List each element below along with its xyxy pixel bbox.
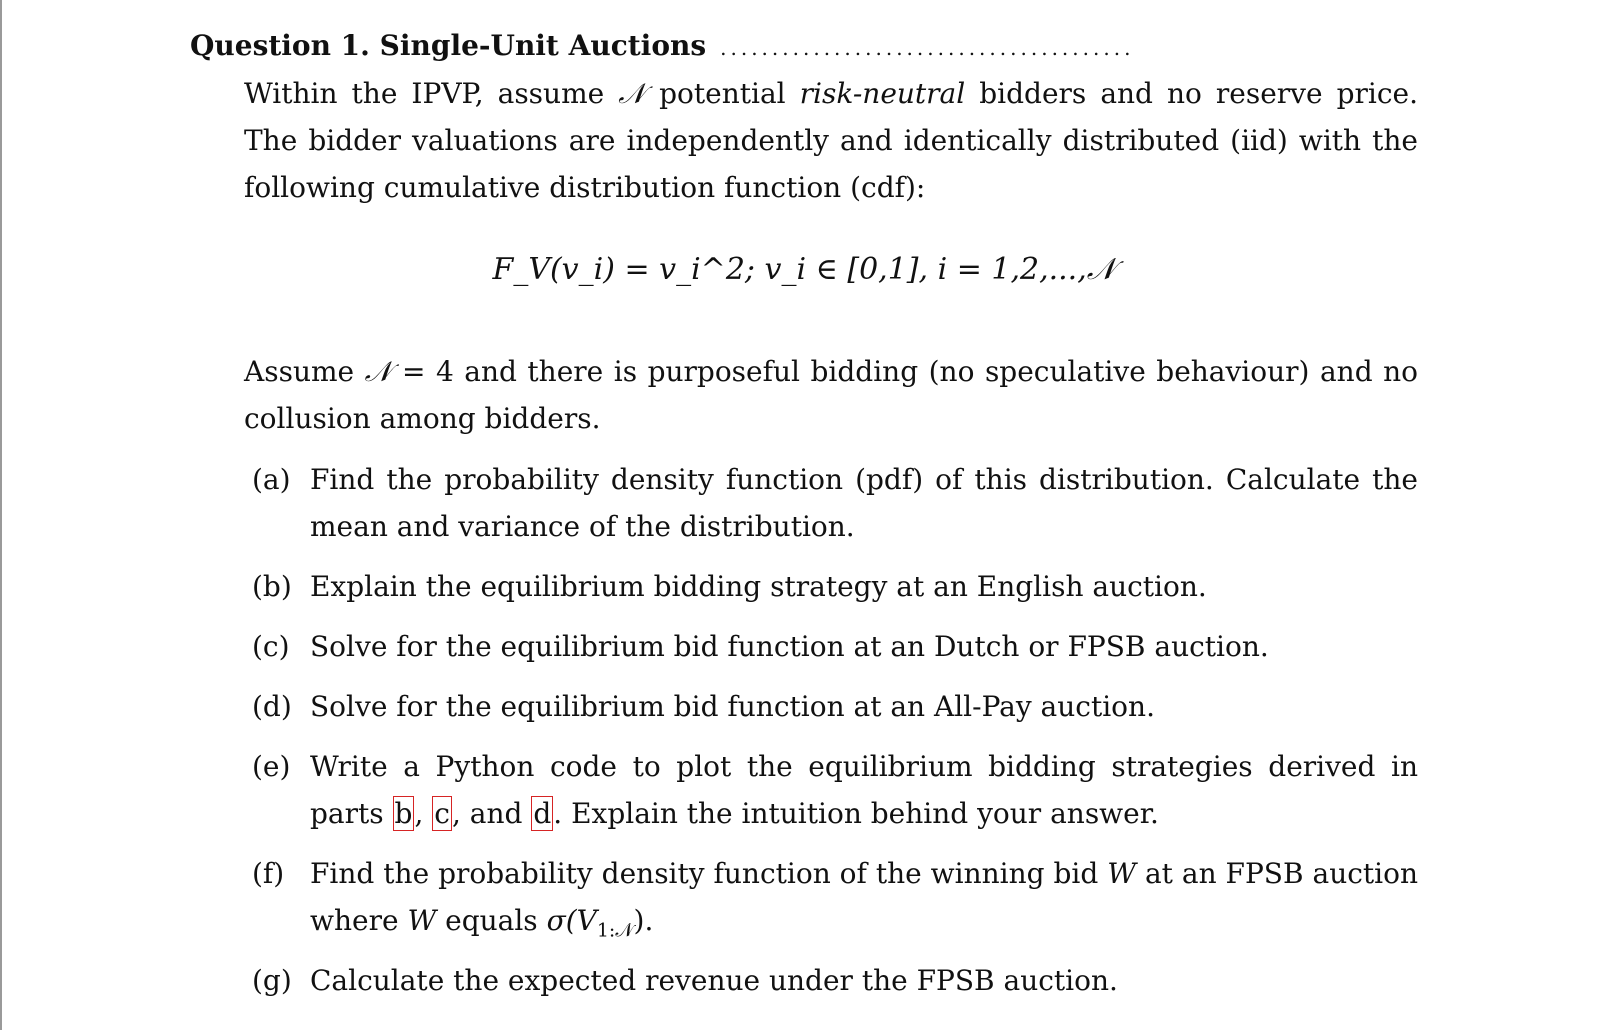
part-text (310, 850, 1418, 955)
intro-text-3: bidders and no reserve price. The bidder valuations are independently and identically distributed (iid) with the following cumulative distribution function (cdf): (244, 77, 1419, 204)
part-b (252, 563, 1418, 610)
part-f-text-1: Find the probability density function of the winning bid (310, 857, 1099, 890)
n-symbol: 𝒩 (364, 355, 392, 388)
intro-text-1: Within the IPVP, assume (244, 77, 605, 110)
part-d (252, 683, 1418, 730)
part-text: Solve for the equilibrium bid function at an All-Pay auction. (310, 690, 1155, 723)
winning-bid-symbol: W (407, 904, 437, 937)
part-c-link[interactable]: c (434, 797, 450, 830)
part-e (252, 743, 1418, 837)
part-e-text-1: Write a Python code to plot the equilibrium bidding strategies derived in parts (310, 750, 1418, 830)
page-edge (0, 0, 2, 1030)
part-e-text-2: . Explain the intuition behind your answer. (553, 797, 1159, 830)
winning-bid-symbol: W (1107, 857, 1137, 890)
intro-text-2: potential (659, 77, 786, 110)
part-label: (a) (252, 463, 291, 496)
assumption-text-1: Assume (244, 355, 355, 388)
part-f-text-2: at an FPSB auction where (310, 857, 1419, 937)
assumption-text-2: = 4 and there is purposeful bidding (no speculative behaviour) and no collusion among bidders. (244, 355, 1419, 435)
part-label: (f) (252, 857, 285, 890)
title-leader-dots: ........................................ (720, 36, 1135, 60)
part-text: Find the probability density function (pdf) of this distribution. Calculate the mean and variance of the distribution. (310, 463, 1418, 543)
part-label: (c) (252, 630, 290, 663)
part-label: (g) (252, 964, 292, 997)
part-text: Explain the equilibrium bidding strategy at an English auction. (310, 570, 1207, 603)
assumption-paragraph (244, 348, 1418, 442)
question-heading (190, 24, 1270, 70)
part-a (252, 456, 1418, 550)
cdf-equation (0, 250, 1608, 290)
order-statistic-subscript: 1:𝒩 (596, 919, 634, 942)
cdf-equation-text: F_V(v_i) = v_i^2; v_i ∈ [0,1], i = 1,2,...,𝒩 (492, 252, 1116, 287)
part-f (252, 850, 1418, 955)
part-text: Write a Python code to plot the equilibrium bidding strategies derived in parts b, c, and d. Explain the intuition behind your answer. (310, 750, 1418, 830)
part-b-link[interactable]: b (394, 797, 413, 830)
part-text: Solve for the equilibrium bid function at an Dutch or FPSB auction. (310, 630, 1269, 663)
part-d-link[interactable]: d (533, 797, 552, 830)
intro-paragraph (244, 70, 1418, 211)
part-label: (b) (252, 570, 292, 603)
part-label: (e) (252, 750, 291, 783)
part-text: Calculate the expected revenue under the FPSB auction. (310, 964, 1118, 997)
part-f-text-3: equals (445, 904, 538, 937)
sigma-expression: σ(V (546, 904, 597, 937)
risk-neutral-term: risk-neutral (799, 77, 966, 110)
question-title: Question 1. Single-Unit Auctions (190, 29, 707, 62)
n-symbol: 𝒩 (618, 77, 646, 110)
sigma-close: ). (633, 904, 654, 937)
part-label: (d) (252, 690, 292, 723)
and-word: and (469, 797, 523, 830)
part-c (252, 623, 1418, 670)
part-g (252, 957, 1418, 1004)
